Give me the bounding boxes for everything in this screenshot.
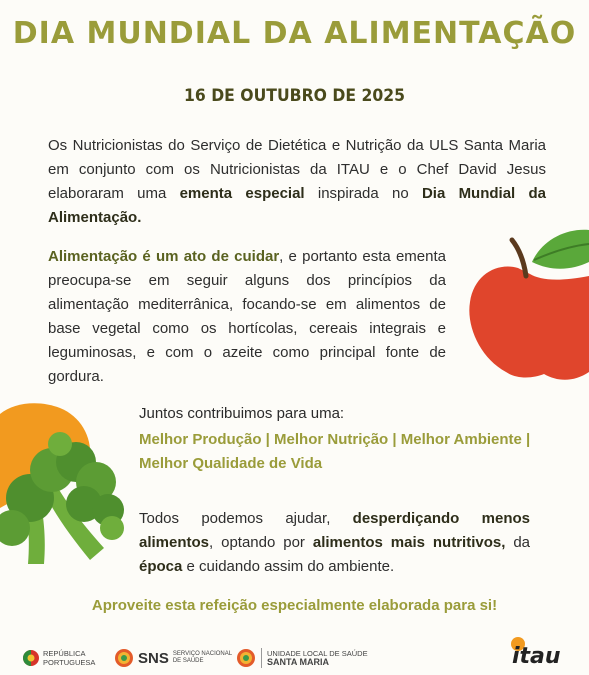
intro-paragraph: Os Nutricionistas do Serviço de Dietética e Nutrição da ULS Santa Maria em conjunto com os Nutricionistas da ITAU e o Chef David Jesus elaboraram uma ementa especial inspirada no Dia Mundial da Alimentação. xyxy=(48,137,546,226)
goals-list: Melhor Produção | Melhor Nutrição | Melhor Ambiente | Melhor Qualidade de Vida xyxy=(139,431,531,472)
sns-logo: SNS SERVIÇO NACIONAL DE SAÚDE xyxy=(114,644,232,672)
waste-paragraph: Todos podemos ajudar, desperdiçando menos alimentos, optando por alimentos mais nutritivos, da época e cuidando assim do ambiente. xyxy=(139,510,531,575)
apple-illustration xyxy=(462,222,589,382)
broccoli-orange-illustration xyxy=(0,378,135,578)
page-title: DIA MUNDIAL DA ALIMENTAÇÃO xyxy=(12,16,577,51)
contribution-intro: Juntos contribuimos para uma: xyxy=(139,405,345,422)
care-paragraph: Alimentação é um ato de cuidar, e portanto esta ementa preocupa-se em seguir alguns dos princípios da alimentação mediterrânica, focando-se em alimentos de base vegetal como os hortícolas, cereais integrais e leguminosas, e com o azeite como principal fonte de gordura. xyxy=(48,248,446,385)
itau-logo: itau xyxy=(512,642,561,670)
event-date: 16 DE OUTUBRO DE 2025 xyxy=(183,86,406,106)
portugal-flag-icon xyxy=(22,649,40,667)
uls-santa-maria-logo: UNIDADE LOCAL DE SAÚDE SANTA MARIA xyxy=(236,644,368,672)
call-to-action: Aproveite esta refeição especialmente elaborada para si! xyxy=(91,597,498,614)
republica-portuguesa-logo: REPÚBLICA PORTUGUESA xyxy=(22,644,95,672)
uls-emblem-icon xyxy=(236,648,256,668)
sns-emblem-icon xyxy=(114,648,134,668)
